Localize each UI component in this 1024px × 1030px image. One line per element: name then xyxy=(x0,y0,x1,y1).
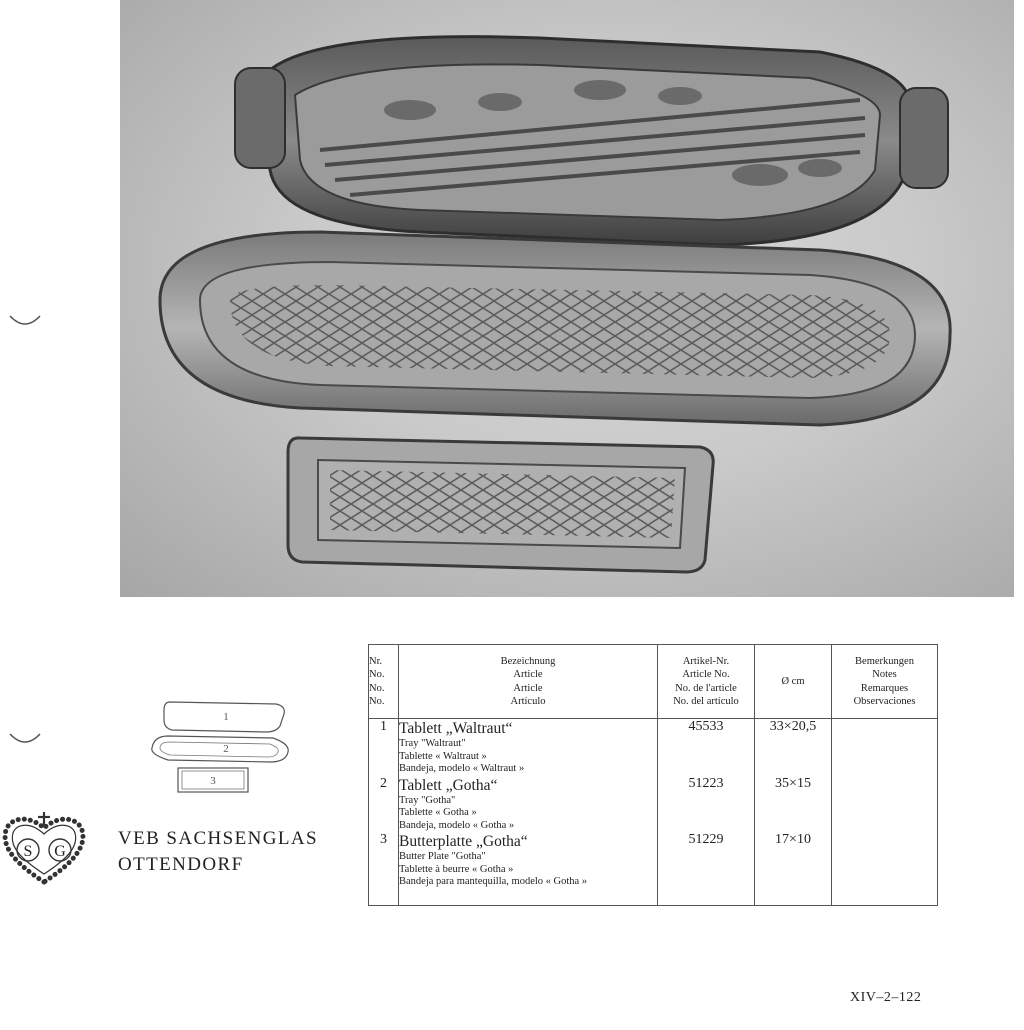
row-article-name: Tablett „Gotha“ Tray "Gotha" Tablette « Gotha » Bandeja, modelo « Gotha » xyxy=(399,776,658,833)
header-article-number: Artikel-Nr. Article No. No. de l'article No. del artículo xyxy=(658,645,755,719)
punch-hole-mark xyxy=(8,312,42,328)
logo-letter-g: G xyxy=(54,843,66,860)
diagram-label-1: 1 xyxy=(223,711,229,723)
table-row xyxy=(369,776,938,833)
row-remarks xyxy=(832,832,938,905)
row-number: 3 xyxy=(369,832,399,905)
row-dimension: 17×10 xyxy=(755,832,832,905)
row-article-number: 45533 xyxy=(658,719,755,776)
header-remarks: Bemerkungen Notes Remarques Observaciones xyxy=(832,645,938,719)
company-name-line2: OTTENDORF xyxy=(118,854,244,875)
logo-letter-s: S xyxy=(23,843,33,860)
row-article-number: 51223 xyxy=(658,776,755,833)
table-row xyxy=(369,719,938,776)
row-article-name: Tablett „Waltraut“ Tray "Waltraut" Tablette « Waltraut » Bandeja, modelo « Waltraut » xyxy=(399,719,658,776)
diagram-label-3: 3 xyxy=(210,775,216,787)
diagram-tray-2 xyxy=(152,736,288,762)
tray-waltraut xyxy=(235,37,948,245)
row-dimension: 33×20,5 xyxy=(755,719,832,776)
row-dimension: 35×15 xyxy=(755,776,832,833)
page-number: XIV–2–122 xyxy=(850,990,922,1005)
diagram-label-2: 2 xyxy=(223,743,229,755)
row-article-number: 51229 xyxy=(658,832,755,905)
arrangement-diagram xyxy=(148,696,298,800)
table-row xyxy=(369,832,938,905)
company-name-line1: VEB SACHSENGLAS xyxy=(118,828,318,849)
row-number: 2 xyxy=(369,776,399,833)
row-remarks xyxy=(832,719,938,776)
header-article-name: Bezeichnung Article Article Artículo xyxy=(399,645,658,719)
row-number: 1 xyxy=(369,719,399,776)
header-dimension: Ø cm xyxy=(755,645,832,719)
company-name xyxy=(118,826,318,878)
glass-trays-illustration xyxy=(120,0,1014,597)
tray-gotha xyxy=(160,232,950,425)
row-remarks xyxy=(832,776,938,833)
punch-hole-mark xyxy=(8,730,42,746)
tray-butter-plate xyxy=(288,438,713,572)
sachsenglas-logo xyxy=(0,810,88,886)
specification-table xyxy=(368,644,938,906)
product-photo xyxy=(120,0,1014,597)
header-nr: Nr. No. No. No. xyxy=(369,645,399,719)
table-header-row xyxy=(369,645,938,719)
row-article-name: Butterplatte „Gotha“ Butter Plate "Gotha" Tablette à beurre « Gotha » Bandeja para mantequilla, modelo « Gotha » xyxy=(399,832,658,905)
